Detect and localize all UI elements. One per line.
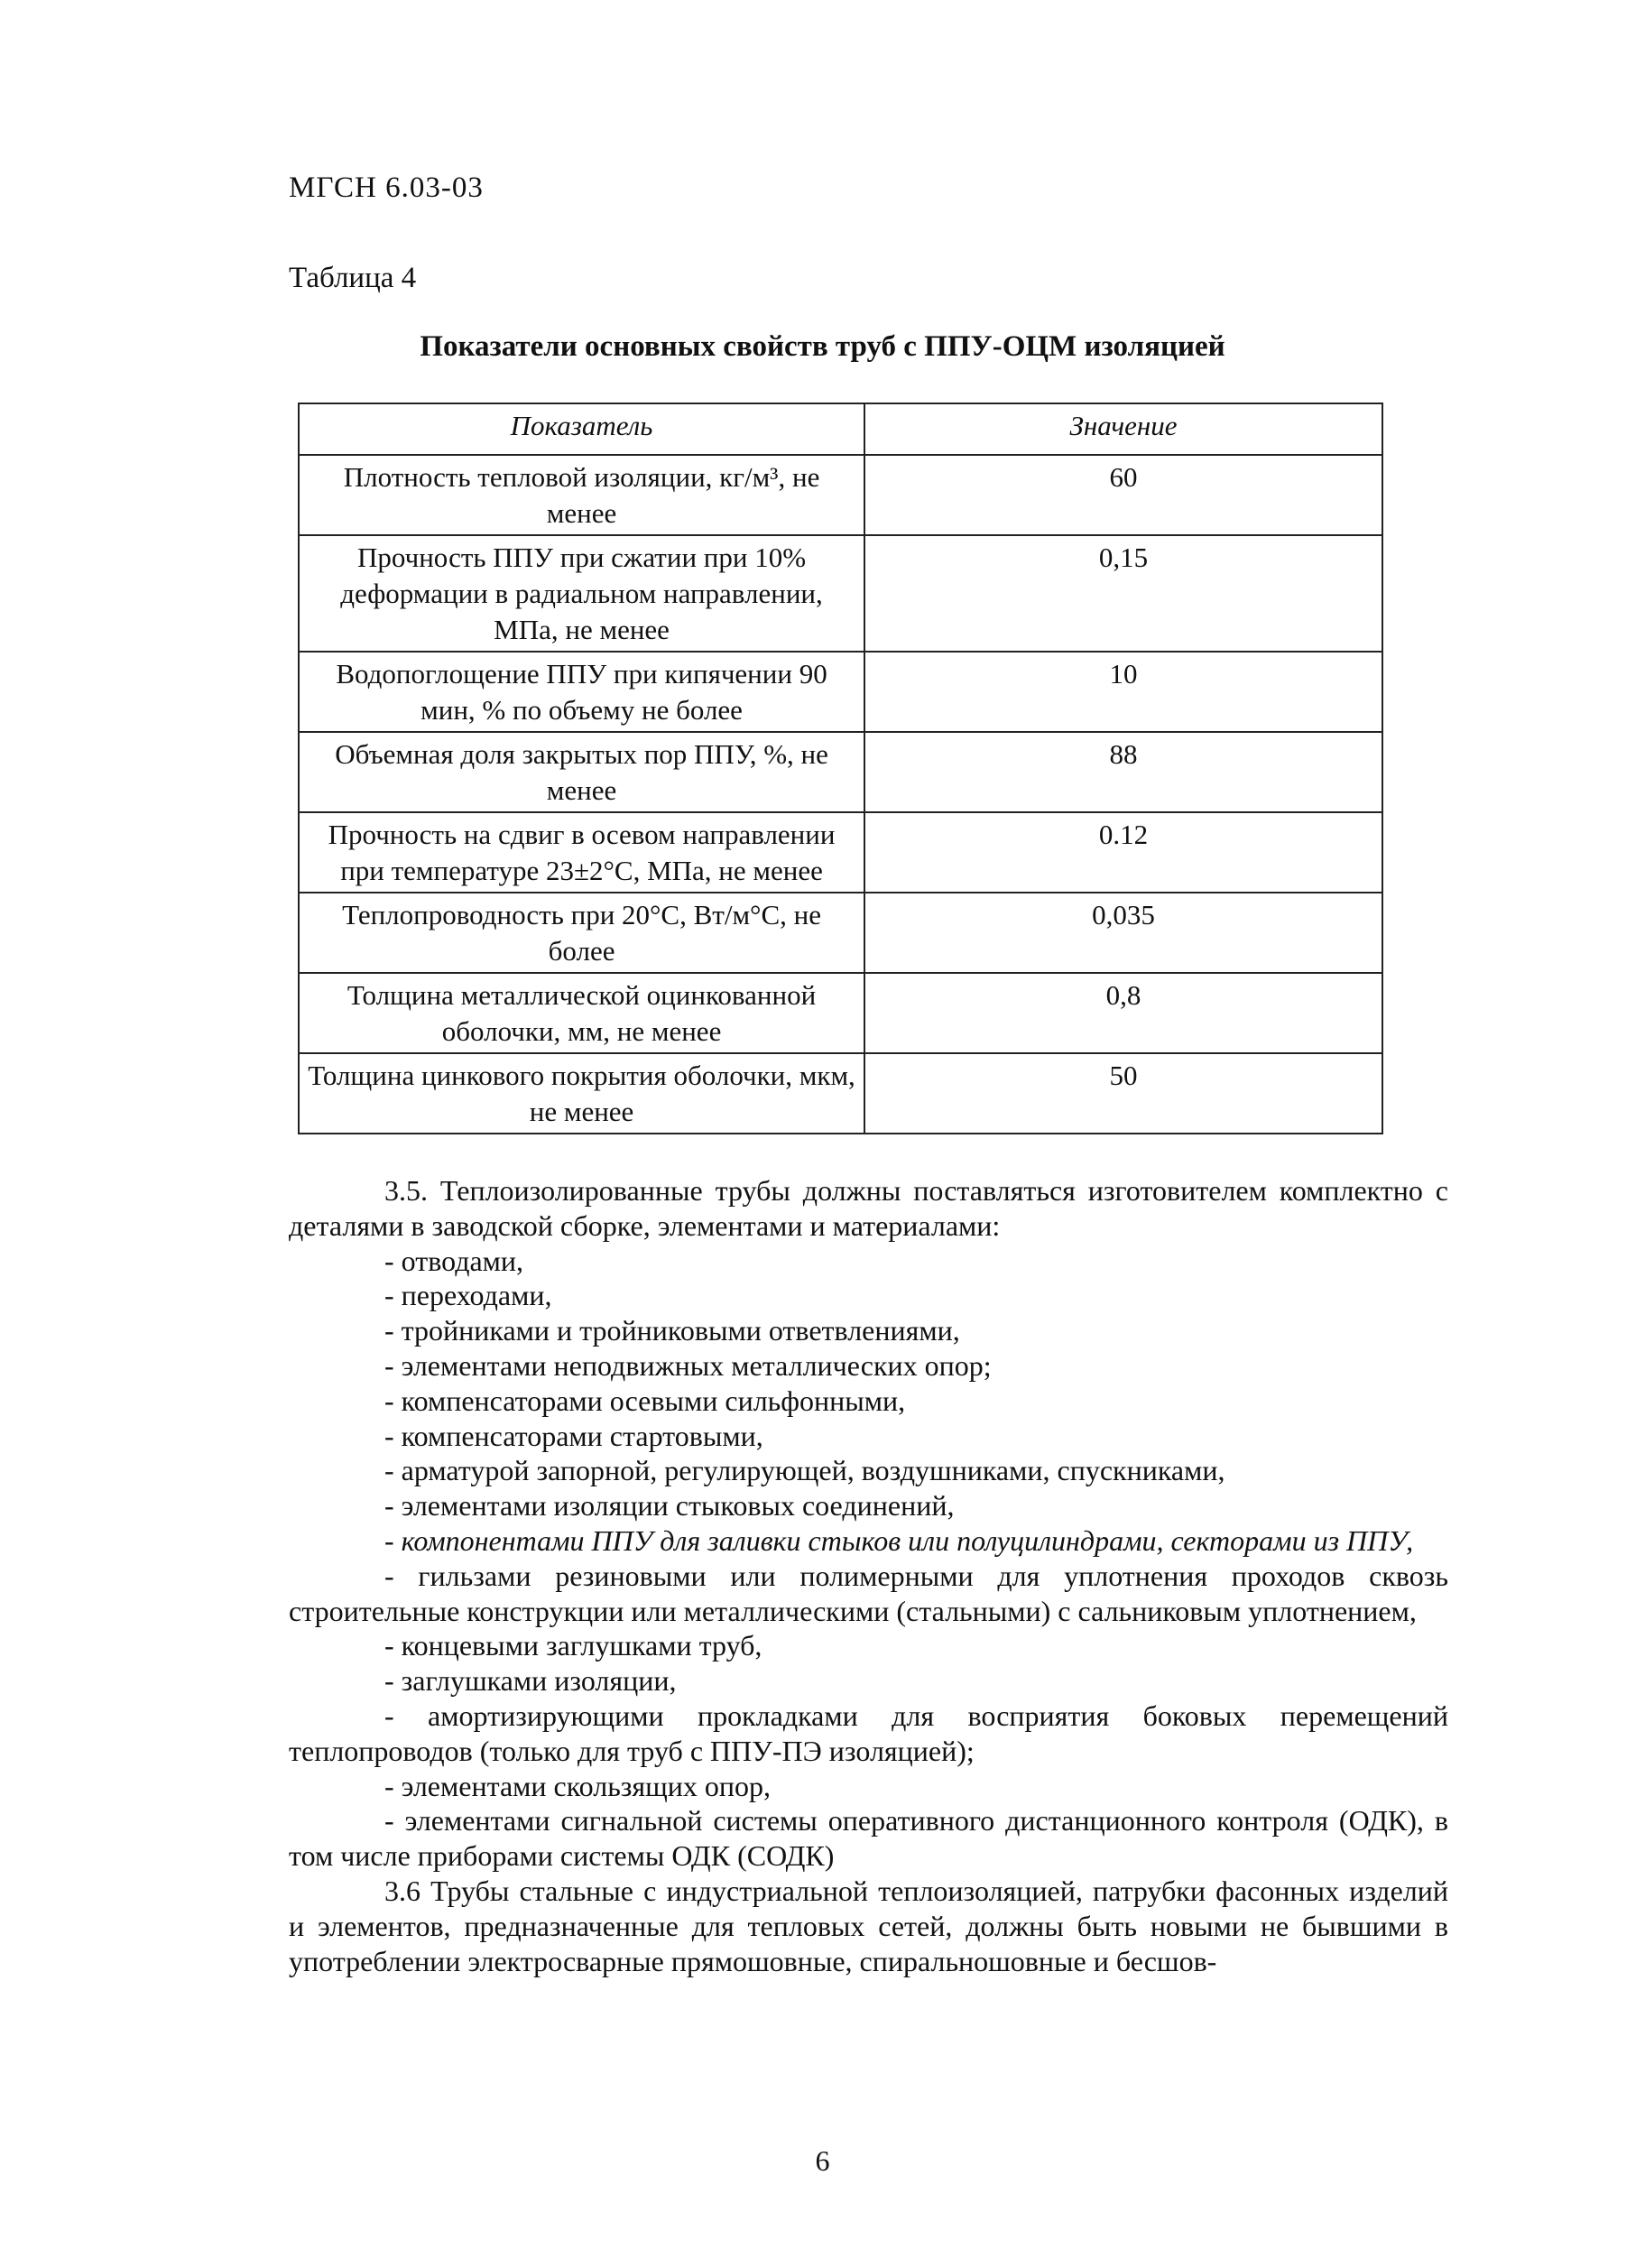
value-cell: 0,15 xyxy=(864,535,1382,652)
list-item: - элементами неподвижных металлических опор; xyxy=(384,1348,992,1382)
list-item: - амортизирующими прокладками для восприятия боковых перемещений теплопроводов (только для труб с ППУ-ПЭ изоляцией); xyxy=(289,1699,1448,1767)
table-title: Показатели основных свойств труб с ППУ-ОЦМ изоляцией xyxy=(420,330,1225,363)
column-header-value: Значение xyxy=(864,403,1382,455)
list-item: - переходами, xyxy=(384,1279,552,1312)
value-cell: 88 xyxy=(864,732,1382,812)
list-item: - арматурой запорной, регулирующей, воздушниками, спускниками, xyxy=(384,1454,1225,1487)
list-item: - компонентами ППУ для заливки стыков или полуцилиндрами, секторами из ППУ, xyxy=(384,1523,1414,1557)
indicator-cell: Водопоглощение ППУ при кипячении 90 мин, % по объему не более xyxy=(299,652,864,732)
value-cell: 10 xyxy=(864,652,1382,732)
list-item: - концевыми заглушками труб, xyxy=(384,1629,762,1662)
list-item: - заглушками изоляции, xyxy=(384,1664,677,1698)
section-3-5-intro: 3.5. Теплоизолированные трубы должны поставляться изготовителем комплектно с деталями в заводской сборке, элементами и материалами: xyxy=(289,1174,1448,1242)
indicator-cell: Прочность ППУ при сжатии при 10% деформации в радиальном направлении, МПа, не менее xyxy=(299,535,864,652)
table-row xyxy=(299,732,1382,812)
list-item: - отводами, xyxy=(384,1244,524,1277)
table-row xyxy=(299,535,1382,652)
table-row xyxy=(299,455,1382,535)
list-item: - элементами сигнальной системы оперативного дистанционного контроля (ОДК), в том числе приборами системы ОДК (СОДК) xyxy=(289,1804,1448,1873)
value-cell: 50 xyxy=(864,1053,1382,1134)
column-header-indicator: Показатель xyxy=(299,403,864,455)
indicator-cell: Толщина металлической оцинкованной оболочки, мм, не менее xyxy=(299,973,864,1053)
table-row xyxy=(299,893,1382,973)
value-cell: 0,8 xyxy=(864,973,1382,1053)
indicator-cell: Теплопроводность при 20°С, Вт/м°С, не более xyxy=(299,893,864,973)
list-item: - компенсаторами осевыми сильфонными, xyxy=(384,1384,906,1417)
indicator-cell: Плотность тепловой изоляции, кг/м³, не менее xyxy=(299,455,864,535)
table-row xyxy=(299,1053,1382,1134)
value-cell: 0.12 xyxy=(864,812,1382,893)
list-item: - гильзами резиновыми или полимерными для уплотнения проходов сквозь строительные конструкции или металлическими (стальными) с сальниковым уплотнением, xyxy=(289,1559,1448,1627)
list-item: - элементами изоляции стыковых соединений, xyxy=(384,1489,955,1523)
table-row xyxy=(299,973,1382,1053)
indicator-cell: Объемная доля закрытых пор ППУ, %, не менее xyxy=(299,732,864,812)
list-item: - компенсаторами стартовыми, xyxy=(384,1419,763,1452)
table-row xyxy=(299,652,1382,732)
table-label: Таблица 4 xyxy=(289,262,417,294)
indicator-cell: Прочность на сдвиг в осевом направлении при температуре 23±2°С, МПа, не менее xyxy=(299,812,864,893)
value-cell: 60 xyxy=(864,455,1382,535)
body-text xyxy=(289,1173,1448,1978)
list-item: - элементами скользящих опор, xyxy=(384,1769,772,1802)
page-number: 6 xyxy=(815,2144,830,2177)
properties-table xyxy=(298,403,1383,1134)
section-3-6-text: 3.6 Трубы стальные с индустриальной теплоизоляцией, патрубки фасонных изделий и элементов, предназначенные для тепловых сетей, должны быть новыми не бывшими в употреблении электросварные прямошовные, спиральношовные и бесшов- xyxy=(289,1874,1448,1977)
list-item: - тройниками и тройниковыми ответвлениями, xyxy=(384,1314,960,1347)
table-row xyxy=(299,812,1382,893)
indicator-cell: Толщина цинкового покрытия оболочки, мкм, не менее xyxy=(299,1053,864,1134)
document-code: МГСН 6.03-03 xyxy=(289,171,484,204)
value-cell: 0,035 xyxy=(864,893,1382,973)
table-header-row xyxy=(299,403,1382,455)
